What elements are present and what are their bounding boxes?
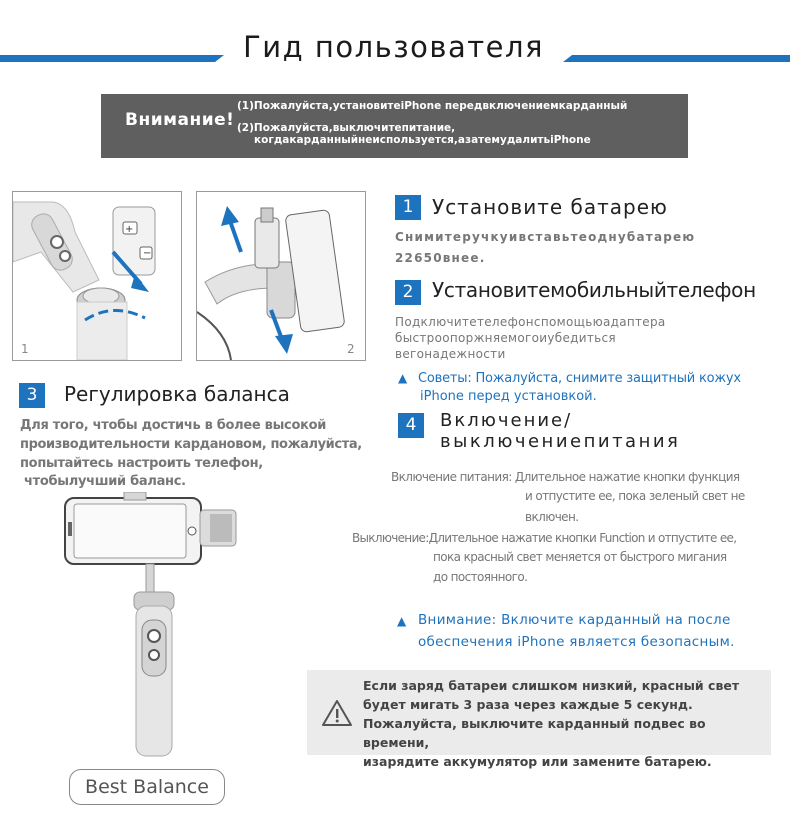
- step-3-text-line-2: производительности кардановом, пожалуйста,: [20, 437, 362, 452]
- battery-install-illustration: [13, 192, 181, 360]
- power-off-line-1: Выключение:Длительное нажатие кнопки Function и отпустите ее,: [352, 531, 737, 545]
- gimbal-phone-illustration: [60, 492, 240, 762]
- warning-line-1: (1)Пожалуйста,установитеiPhone передвключениемкарданный: [237, 100, 628, 112]
- svg-text:−: −: [143, 248, 152, 259]
- step-2-tip-line-1: Советы: Пожалуйста, снимите защитный кожух: [418, 371, 741, 386]
- step-1-badge: 1: [395, 195, 421, 220]
- header-bar-right: [563, 55, 790, 62]
- step-1-text-line-1: Снимитеручкуивставьтеоднубатарею: [395, 230, 696, 244]
- step-3-text-line-4: чтобылучший баланс.: [24, 474, 186, 489]
- warning-banner: [101, 94, 688, 158]
- battery-notice-line-2: будет мигать 3 раза через каждые 5 секунд.: [363, 697, 693, 712]
- header-bar-left: [0, 55, 224, 62]
- warning-triangle-icon: ▲: [397, 614, 407, 628]
- warning-line-2: (2)Пожалуйста,выключитепитание,: [237, 122, 456, 134]
- power-off-line-2: пока красный свет меняется от быстрого мигания: [433, 550, 727, 564]
- figure-1-number: 1: [21, 342, 29, 356]
- step-2-badge: 2: [395, 280, 421, 305]
- step-2-text-line-3: вегонадежности: [395, 347, 506, 361]
- power-on-line-2: и отпустите ее, пока зеленый свет не: [525, 489, 745, 503]
- step-1-text-line-2: 22650внее.: [395, 251, 486, 265]
- figure-battery-install: [12, 191, 182, 361]
- step-3-text-line-1: Для того, чтобы достичь в более высокой: [20, 418, 327, 433]
- step-4-warning-line-1: Внимание: Включите карданный на после: [418, 612, 731, 628]
- battery-notice-line-3: Пожалуйста, выключите карданный подвес во времени,: [363, 716, 706, 750]
- step-2-text-line-1: Подключитетелефонспомощьюадаптера: [395, 315, 666, 329]
- step-1-title: Установите батарею: [432, 195, 668, 219]
- step-3-title: Регулировка баланса: [64, 382, 290, 406]
- power-on-line-3: включен.: [525, 510, 579, 524]
- step-2-text-line-2: быстроопоржняемогоиубедиться: [395, 331, 616, 345]
- step-4-title-line-1: Включение/: [440, 410, 573, 431]
- power-on-line-1: Включение питания: Длительное нажатие кнопки функция: [391, 470, 740, 484]
- step-2-tip-line-2: iPhone перед установкой.: [420, 389, 597, 404]
- page-title: Гид пользователя: [243, 30, 544, 64]
- step-2-title: Установитемобильныйтелефон: [432, 278, 756, 302]
- step-3-text-line-3: попытайтесь настроить телефон,: [20, 456, 263, 471]
- warning-line-3: когдакарданныйнеиспользуется,азатемудалитьiPhone: [254, 134, 591, 146]
- battery-notice-text: [363, 676, 771, 771]
- best-balance-button[interactable]: Best Balance: [69, 769, 225, 805]
- battery-notice-line-1: Если заряд батареи слишком низкий, красный свет: [363, 678, 740, 693]
- phone-install-illustration: [197, 192, 365, 360]
- battery-notice-line-4: изарядите аккумулятор или замените батарею.: [363, 754, 712, 769]
- tip-triangle-icon: ▲: [398, 371, 408, 385]
- step-4-warning-line-2: обеспечения iPhone является безопасным.: [418, 634, 735, 650]
- step-4-badge: 4: [398, 413, 424, 438]
- battery-notice: [307, 670, 771, 769]
- alert-triangle-icon: [321, 699, 353, 727]
- power-off-line-3: до постоянного.: [433, 570, 528, 584]
- figure-phone-install: [196, 191, 366, 361]
- svg-text:+: +: [125, 224, 134, 235]
- step-3-badge: 3: [19, 383, 45, 408]
- step-4-title-line-2: выключениепитания: [440, 431, 681, 452]
- warning-label: Внимание!: [125, 110, 235, 130]
- figure-2-number: 2: [347, 342, 355, 356]
